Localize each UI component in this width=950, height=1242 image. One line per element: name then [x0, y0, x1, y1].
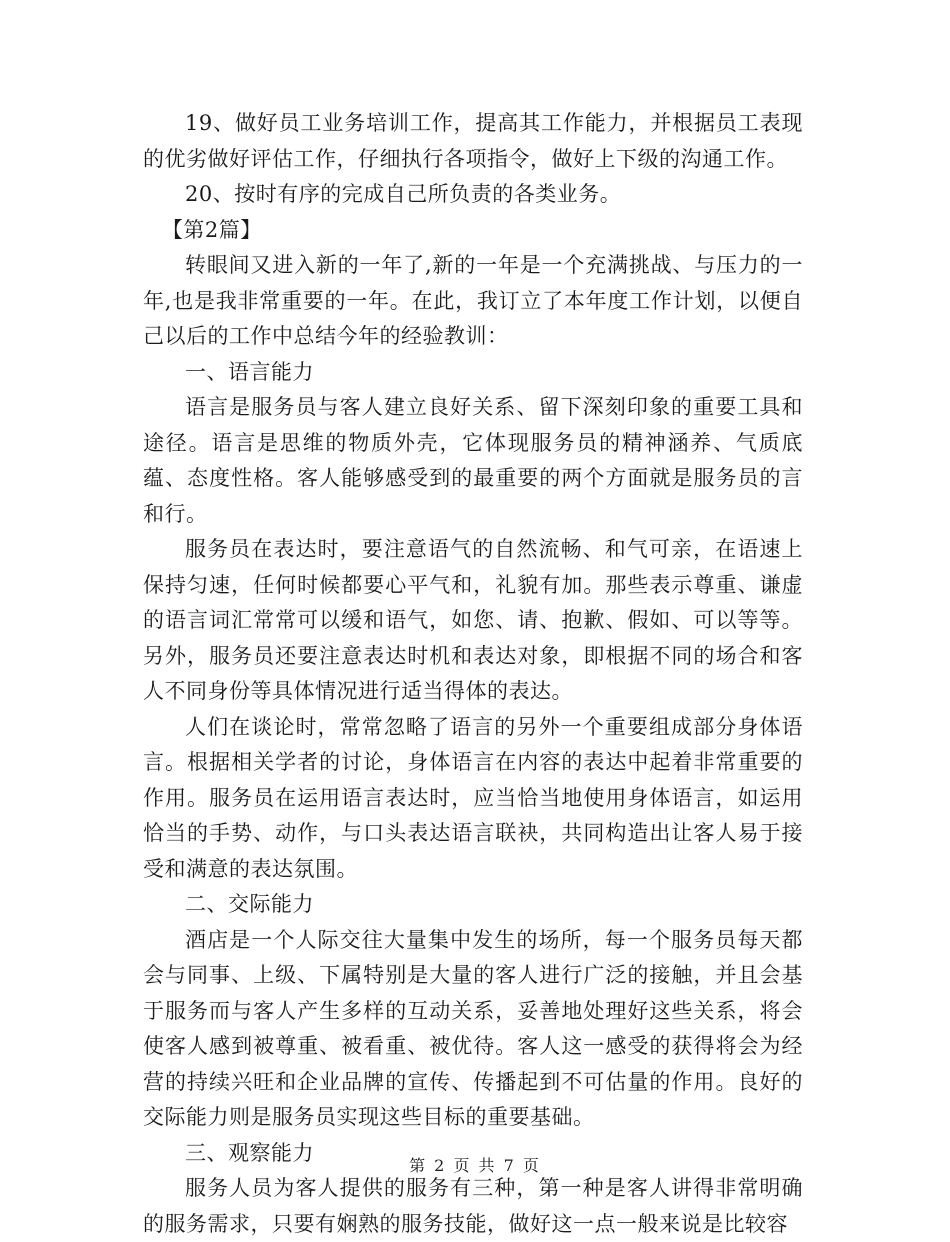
page-number-footer: 第 2 页 共 7 页 [409, 1156, 541, 1175]
section-marker-part-2: 【第2篇】 [161, 217, 262, 242]
paragraph-social-1: 酒店是一个人际交往大量集中发生的场所，每一个服务员每天都会与同事、上级、下属特别是大量的客人进行广泛的接触，并且会基于服务而与客人产生多样的互动关系，妥善地处理好这些关系，将会使客人感到被尊重、被看重、被优待。客人这一感受的获得将会为经营的持续兴旺和企业品牌的宣传、传播起到不可估量的作用。良好的交际能力则是服务员实现这些目标的重要基础。 [143, 927, 803, 1129]
document-body [143, 106, 803, 1242]
heading-observation-ability: 三、观察能力 [185, 1140, 314, 1165]
paragraph-language-2: 服务员在表达时，要注意语气的自然流畅、和气可亲，在语速上保持匀速，任何时候都要心平气和，礼貌有加。那些表示尊重、谦虚的语言词汇常常可以缓和语气，如您、请、抱歉、假如、可以等等。另外，服务员还要注意表达时机和表达对象，即根据不同的场合和客人不同身份等具体情况进行适当得体的表达。 [143, 537, 803, 703]
heading-language-ability: 一、语言能力 [185, 359, 314, 384]
paragraph-language-1: 语言是服务员与客人建立良好关系、留下深刻印象的重要工具和途径。语言是思维的物质外壳，它体现服务员的精神涵养、气质底蕴、态度性格。客人能够感受到的最重要的两个方面就是服务员的言和行。 [143, 395, 803, 526]
paragraph-observation-1: 服务人员为客人提供的服务有三种，第一种是客人讲得非常明确的服务需求，只要有娴熟的服务技能，做好这一点一般来说是比较容 [143, 1176, 803, 1236]
paragraph-intro: 转眼间又进入新的一年了,新的一年是一个充满挑战、与压力的一年,也是我非常重要的一年。在此，我订立了本年度工作计划，以便自己以后的工作中总结今年的经验教训： [143, 253, 803, 348]
heading-social-ability: 二、交际能力 [185, 892, 314, 916]
paragraph-language-3: 人们在谈论时，常常忽略了语言的另外一个重要组成部分身体语言。根据相关学者的讨论，身体语言在内容的表达中起着非常重要的作用。服务员在运用语言表达时，应当恰当地使用身体语言，如运用恰当的手势、动作，与口头表达语言联袂，共同构造出让客人易于接受和满意的表达氛围。 [143, 714, 803, 881]
paragraph-item-20: 20、按时有序的完成自己所负责的各类业务。 [185, 182, 622, 206]
paragraph-item-19: 19、做好员工业务培训工作，提高其工作能力，并根据员工表现的优劣做好评估工作，仔细执行各项指令，做好上下级的沟通工作。 [143, 111, 803, 171]
